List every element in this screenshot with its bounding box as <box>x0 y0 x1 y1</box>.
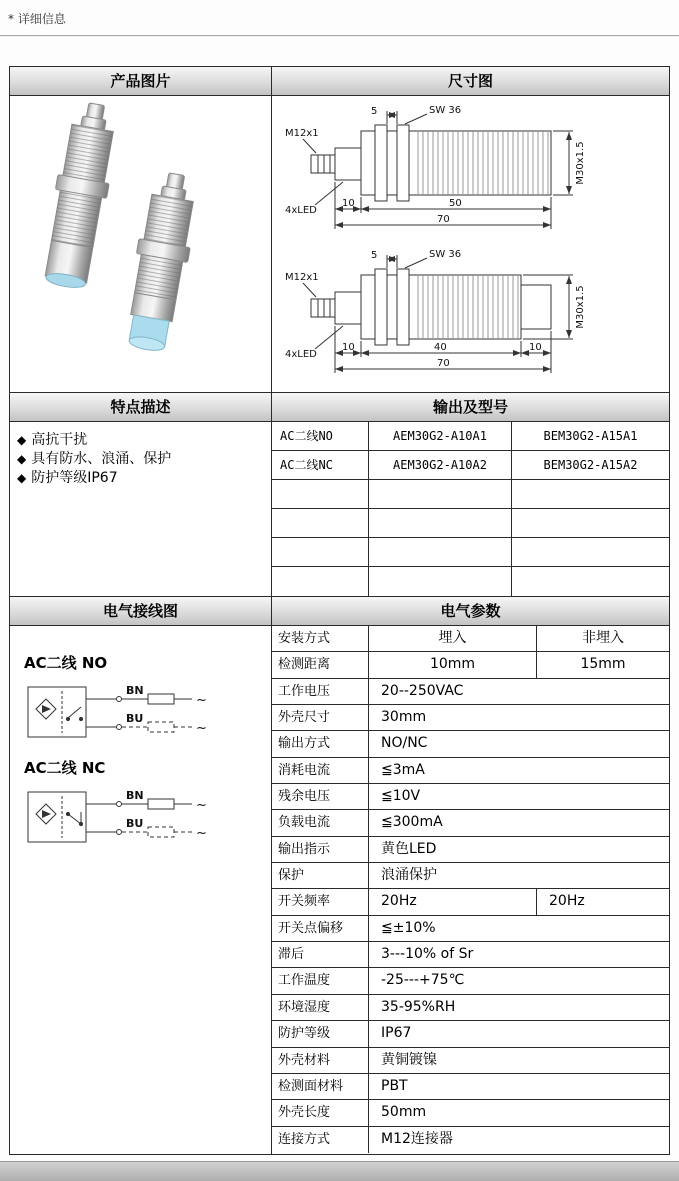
wire-label-bn: BN <box>126 684 144 697</box>
wiring-diagram-no <box>24 677 252 749</box>
dim-label-sw36: SW 36 <box>428 105 461 116</box>
param-label: 负载电流 <box>272 810 369 835</box>
param-label: 连接方式 <box>272 1127 369 1153</box>
wiring-header: 电气接线图 <box>10 597 272 626</box>
param-value: 30mm <box>381 709 427 726</box>
param-row <box>272 679 669 705</box>
param-row <box>272 837 669 863</box>
param-value: M12连接器 <box>381 1130 453 1147</box>
header-row-2 <box>10 393 669 422</box>
model-number-cell: BEM30G2-A15A2 <box>543 458 638 472</box>
wire-label-bu: BU <box>126 712 144 725</box>
param-label: 开关频率 <box>272 889 369 914</box>
feature-item <box>17 450 267 469</box>
dim-label-sw36: SW 36 <box>428 249 461 260</box>
param-label: 消耗电流 <box>272 758 369 783</box>
param-label: 防护等级 <box>272 1021 369 1046</box>
ac-tilde: ~ <box>196 721 207 736</box>
param-row <box>272 995 669 1021</box>
dim-label-4xled: 4xLED <box>284 205 317 216</box>
header-row-1 <box>10 67 669 96</box>
dim-label-10b: 10 <box>528 342 542 353</box>
feature-item <box>17 469 267 488</box>
param-label: 残余电压 <box>272 784 369 809</box>
param-row <box>272 705 669 731</box>
wiring-no-title: AC二线 NO <box>24 654 108 672</box>
param-value: 20--250VAC <box>381 682 464 699</box>
model-table-row <box>272 422 669 451</box>
param-value: 15mm <box>580 656 626 673</box>
param-row <box>272 968 669 994</box>
param-row <box>272 758 669 784</box>
dimension-header: 尺寸图 <box>272 67 669 96</box>
param-value: 埋入 <box>369 626 537 651</box>
param-value: 10mm <box>369 652 537 677</box>
dimension-diagram-cell <box>272 96 669 393</box>
model-number-cell <box>512 567 669 596</box>
model-table-row <box>272 538 669 567</box>
param-label: 安装方式 <box>272 626 369 651</box>
wiring-nc-title: AC二线 NC <box>24 759 106 777</box>
param-row <box>272 889 669 915</box>
dim-label-m12: M12x1 <box>284 128 319 139</box>
param-row <box>272 1021 669 1047</box>
param-label: 滞后 <box>272 942 369 967</box>
models-table <box>272 422 669 597</box>
ac-tilde: ~ <box>196 798 207 813</box>
param-row <box>272 916 669 942</box>
divider <box>0 35 679 37</box>
sensor-flush <box>39 102 122 291</box>
params-table <box>272 626 669 1154</box>
product-photo-cell <box>10 96 272 393</box>
param-label: 环境湿度 <box>272 995 369 1020</box>
dim-label-40: 40 <box>433 342 447 353</box>
features-list <box>10 422 272 597</box>
model-type-cell <box>272 538 369 566</box>
param-row <box>272 1100 669 1126</box>
diamond-bullet-icon: ◆ <box>17 452 27 466</box>
page-note: * 详细信息 <box>8 12 66 26</box>
feature-item <box>17 431 267 450</box>
param-label: 外壳材料 <box>272 1048 369 1073</box>
features-models-row <box>10 422 669 597</box>
param-row <box>272 1127 669 1153</box>
dim-label-5: 5 <box>370 250 377 261</box>
param-row <box>272 626 669 652</box>
model-type-cell <box>272 509 369 537</box>
param-label: 检测面材料 <box>272 1074 369 1099</box>
params-header: 电气参数 <box>272 597 669 626</box>
model-number-cell <box>512 480 669 508</box>
param-label: 开关点偏移 <box>272 916 369 941</box>
dim-label-10: 10 <box>341 198 355 209</box>
param-value: 50mm <box>381 1104 427 1121</box>
model-table-row <box>272 480 669 509</box>
model-number-cell: AEM30G2-A10A2 <box>369 451 512 479</box>
param-value: IP67 <box>381 1025 412 1042</box>
param-label: 保护 <box>272 863 369 888</box>
feature-text: 高抗干扰 <box>31 432 88 448</box>
param-row <box>272 1074 669 1100</box>
ac-tilde: ~ <box>196 826 207 841</box>
model-number-cell <box>512 538 669 566</box>
param-label: 检测距离 <box>272 652 369 677</box>
bottom-bar <box>0 1161 679 1181</box>
feature-text: 具有防水、浪涌、保护 <box>31 451 172 467</box>
model-number-cell: BEM30G2-A15A1 <box>543 429 638 443</box>
model-number-cell <box>369 480 512 508</box>
param-row <box>272 652 669 678</box>
param-row <box>272 784 669 810</box>
param-value: ≦3mA <box>381 761 425 778</box>
model-type-cell <box>272 567 369 596</box>
features-header: 特点描述 <box>10 393 272 422</box>
param-value: 20Hz <box>369 889 537 914</box>
model-number-cell <box>369 567 512 596</box>
product-photo <box>16 102 266 387</box>
model-type-cell: AC二线NC <box>272 451 369 479</box>
sensor-non-flush <box>120 169 202 353</box>
product-image-header: 产品图片 <box>10 67 272 96</box>
model-number-cell <box>369 509 512 537</box>
model-table-row <box>272 567 669 596</box>
dim-label-m30: M30x1.5 <box>574 285 586 329</box>
param-label: 输出指示 <box>272 837 369 862</box>
product-dimension-row <box>10 96 669 393</box>
param-value: ≦±10% <box>381 919 436 936</box>
param-row <box>272 942 669 968</box>
param-value: 20Hz <box>549 893 585 910</box>
param-value: 3---10% of Sr <box>381 946 474 963</box>
param-label: 输出方式 <box>272 731 369 756</box>
model-number-cell <box>369 538 512 566</box>
wiring-diagram-nc <box>24 782 252 854</box>
wire-label-bn: BN <box>126 789 144 802</box>
param-row <box>272 731 669 757</box>
dim-label-70: 70 <box>436 358 450 369</box>
dim-label-5: 5 <box>370 106 377 117</box>
dim-label-70: 70 <box>436 214 450 225</box>
model-table-row <box>272 509 669 538</box>
param-row <box>272 1048 669 1074</box>
ac-tilde: ~ <box>196 693 207 708</box>
param-value: 黄色LED <box>381 840 437 857</box>
param-value: -25---+75℃ <box>381 972 465 989</box>
param-label: 外壳长度 <box>272 1100 369 1125</box>
header-row-3 <box>10 597 669 626</box>
feature-text: 防护等级IP67 <box>31 470 118 486</box>
param-row <box>272 863 669 889</box>
param-label: 外壳尺寸 <box>272 705 369 730</box>
model-type-cell <box>272 480 369 508</box>
param-row <box>272 810 669 836</box>
model-number-cell: AEM30G2-A10A1 <box>369 422 512 450</box>
model-number-cell <box>512 509 669 537</box>
diamond-bullet-icon: ◆ <box>17 433 27 447</box>
diamond-bullet-icon: ◆ <box>17 471 27 485</box>
dim-label-m30: M30x1.5 <box>574 141 586 185</box>
param-label: 工作电压 <box>272 679 369 704</box>
wire-label-bu: BU <box>126 817 144 830</box>
dim-label-4xled: 4xLED <box>284 349 317 360</box>
param-value: ≦300mA <box>381 814 443 831</box>
wiring-diagrams <box>10 626 272 1154</box>
output-models-header: 输出及型号 <box>272 393 669 422</box>
param-value: 35-95%RH <box>381 998 456 1015</box>
param-value: PBT <box>381 1077 408 1094</box>
model-type-cell: AC二线NO <box>272 422 369 450</box>
dim-label-10a: 10 <box>341 342 355 353</box>
param-value: NO/NC <box>381 735 428 752</box>
param-value: ≦10V <box>381 788 421 805</box>
param-value: 黄铜镀镍 <box>381 1051 437 1068</box>
param-value: 非埋入 <box>582 630 624 646</box>
dimension-diagram-flush <box>281 101 661 243</box>
wiring-params-row <box>10 626 669 1154</box>
model-table-row <box>272 451 669 480</box>
dim-label-50: 50 <box>448 198 462 209</box>
product-detail-table <box>9 66 670 1155</box>
dimension-diagram-nonflush <box>281 245 661 387</box>
param-value: 浪涌保护 <box>381 867 437 884</box>
param-label: 工作温度 <box>272 968 369 993</box>
dim-label-m12: M12x1 <box>284 272 319 283</box>
